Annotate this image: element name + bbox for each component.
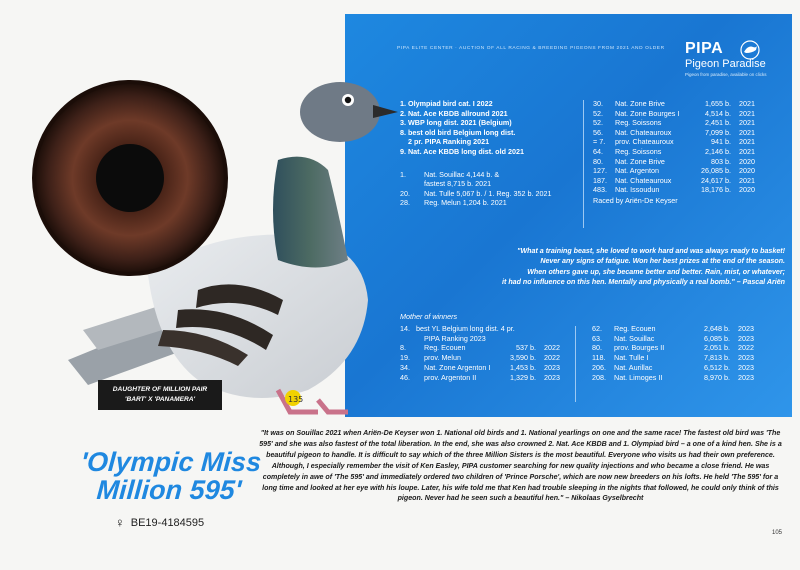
achievements-left — [400, 99, 580, 208]
mother-right-results — [592, 324, 754, 383]
result-row: 52. Reg. Soissons 2,451 b. 2021 — [593, 118, 755, 128]
result-row: 14. best YL Belgium long dist. 4 pr. — [400, 323, 515, 333]
result-row: 206. Nat. Aurillac 6,512 b. 2023 — [592, 362, 754, 372]
result-row: 34. Nat. Zone Argenton I 1,453 b. 2023 — [400, 362, 560, 372]
band-number: 135 — [288, 395, 304, 404]
top-title: 1. Olympiad bird cat. I 2022 — [400, 99, 493, 108]
top-title: 9. Nat. Ace KBDB long dist. old 2021 — [400, 146, 524, 156]
result-row: 208. Nat. Limoges II 8,970 b. 2023 — [592, 372, 754, 382]
trainer-quote: "What a training beast, she loved to work hard and was always ready to basket! Never any signs of fatigue. Won her best prizes at the end of the season. When others gave up, she became better and better. Rain, mist, or whatever; it had no influence on this hen. Mentally and physically a real bomb." – Pascal Ariën — [502, 247, 785, 286]
result-row: 52. Nat. Zone Bourges I 4,514 b. 2021 — [593, 108, 755, 118]
logo-pipa: PIPA — [685, 40, 724, 57]
result-row: 118. Nat. Tulle I 7,813 b. 2023 — [592, 353, 754, 363]
result-row: 483. Nat. Issoudun 18,176 b. 2020 — [593, 185, 755, 195]
logo-tagline: Pigeon from paradise, available on clicks — [685, 72, 767, 77]
result-row: 187. Nat. Chateauroux 24,617 b. 2021 — [593, 175, 755, 185]
raced-by: Raced by Ariën-De Keyser — [593, 195, 678, 205]
mother-of-winners — [400, 312, 800, 383]
result-row: 30. Nat. Zone Brive 1,655 b. 2021 — [593, 99, 755, 108]
pigeon-photo — [28, 60, 398, 420]
column-divider-2 — [575, 326, 576, 402]
result-row: 46. prov. Argenton II 1,329 b. 2023 — [400, 372, 560, 382]
result-row: 127. Nat. Argenton 26,085 b. 2020 — [593, 166, 755, 176]
result-row: 56. Nat. Chateauroux 7,099 b. 2021 — [593, 127, 755, 137]
achievements-panel — [345, 14, 792, 417]
result-row: 8. Reg. Ecouen 537 b. 2022 — [400, 343, 560, 353]
mother-title: Mother of winners — [400, 312, 458, 321]
mother-left-results — [400, 324, 560, 383]
pipa-logo — [685, 36, 780, 88]
logo-subtitle: Pigeon Paradise — [685, 58, 766, 70]
page-number: 105 — [771, 530, 782, 536]
result-row: 62. Reg. Ecouen 2,648 b. 2023 — [592, 323, 754, 333]
result-row: 64. Reg. Soissons 2,146 b. 2021 — [593, 146, 755, 156]
top-title: 2. Nat. Ace KBDB allround 2021 — [400, 108, 508, 118]
result-row: fastest 8,715 b. 2021 — [424, 179, 492, 189]
top-title: 2 pr. PIPA Ranking 2021 — [400, 137, 490, 147]
result-row: 1. Nat. Souillac 4,144 b. & — [400, 169, 500, 179]
result-row: 28. Reg. Melun 1,204 b. 2021 — [400, 198, 507, 208]
result-row: 63. Nat. Souillac 6,085 b. 2023 — [592, 333, 754, 343]
right-results — [593, 99, 755, 195]
achievements-right — [593, 99, 755, 206]
pigeon-logo-icon — [737, 40, 763, 60]
female-symbol-icon: ♀ — [115, 515, 125, 530]
result-row: 80. prov. Bourges II 2,051 b. 2022 — [592, 343, 754, 353]
result-row: 20. Nat. Tulle 5,067 b. / 1. Reg. 352 b. 2021 — [400, 188, 552, 198]
top-title: 3. WBP long dist. 2021 (Belgium) — [400, 118, 512, 128]
top-title: 8. best old bird Belgium long dist. — [400, 127, 516, 137]
column-divider — [583, 100, 584, 228]
owner-quote: "It was on Souillac 2021 when Ariën-De Keyser won 1. National old birds and 1. National yearlings on one and the same race! The fastest old bird was 'The 595' and she was also fastest of the total liberation. In the end, she was also crowned 2. Nat. Ace KBDB and 1. Olympiad bird – a one of a kind hen. She is a beautiful pigeon to handle. It is difficult to say which of the three Million Sisters is the most beautiful. Everyone who visits us had their own preference. Although, I especially remember the visit of Ken Easley, PIPA customer searching for new quality injections and who became a close friend. He was completely in awe of 'The 595' and immediately ordered two children of 'Prince Porsche', which are now new breeders on his lofts. He held 'The 595' for a long time and looked at her eye with his loupe. Later, his wife told me that Ken had trouble sleeping in the nights that followed, he could only think of this pigeon. Never had he seen such a beautiful hen." – Nikolaas Gyselbrecht — [259, 429, 782, 503]
pedigree-caption: DAUGHTER OF MILLION PAIR 'BART' X 'PANAMERA' — [98, 380, 222, 410]
top-titles — [400, 99, 580, 157]
result-row: PIPA Ranking 2023 — [424, 333, 486, 343]
result-row: = 7. prov. Chateauroux 941 b. 2021 — [593, 137, 755, 147]
result-row: 19. prov. Melun 3,590 b. 2022 — [400, 353, 560, 363]
ring-number: ♀ BE19-4184595 — [115, 515, 205, 530]
result-row: 80. Nat. Zone Brive 803 b. 2020 — [593, 156, 755, 166]
pigeon-name-title: 'Olympic Miss Million 595' — [79, 447, 263, 505]
left-results — [400, 170, 580, 208]
header-line: PIPA ELITE CENTER · AUCTION OF ALL RACING & BREEDING PIGEONS FROM 2021 AND OLDER — [397, 46, 665, 51]
